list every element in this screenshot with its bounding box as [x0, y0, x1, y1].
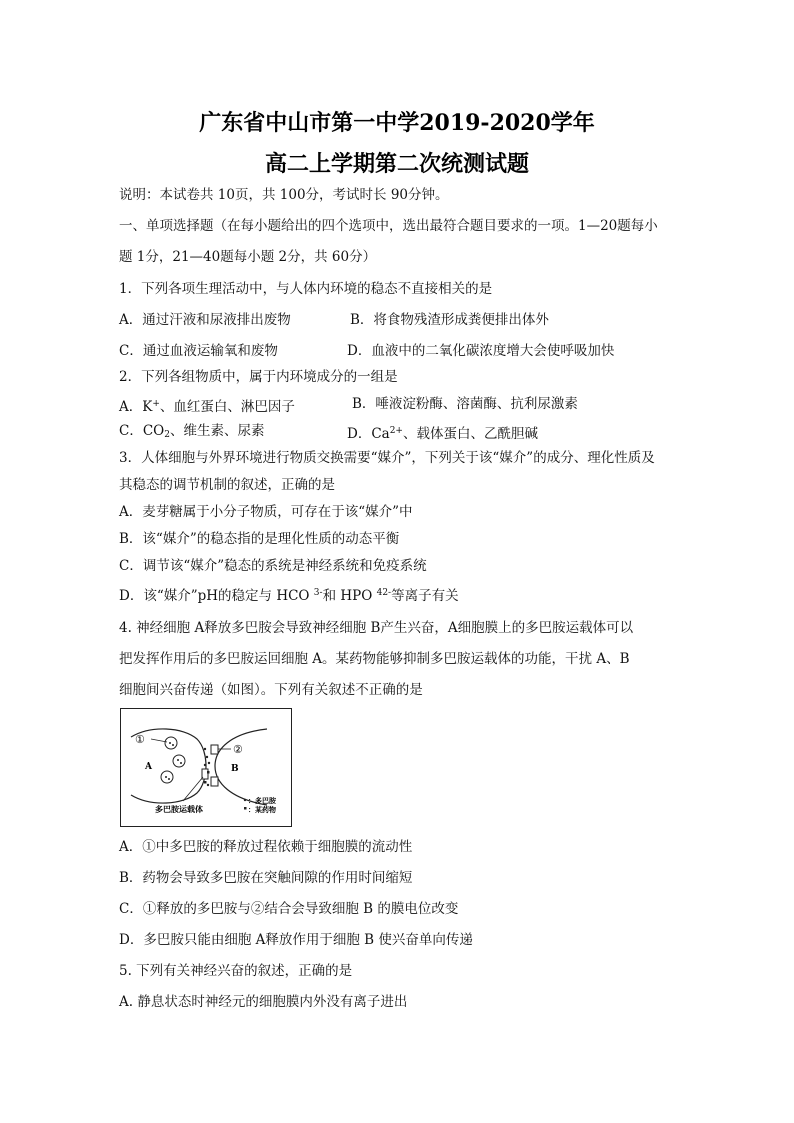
q3-option-b: B．该“媒介”的稳态指的是理化性质的动态平衡: [119, 531, 400, 547]
q4-option-d: D．多巴胺只能由细胞 A释放作用于细胞 B 使兴奋单向传递: [119, 932, 473, 948]
q2-option-b: B．唾液淀粉酶、溶菌酶、抗利尿激素: [352, 396, 578, 412]
receptor: [211, 777, 218, 786]
q4-stem-line-3: 细胞间兴奋传递（如图）。下列有关叙述不正确的是: [119, 682, 423, 698]
q5-option-a: A. 静息状态时神经元的细胞膜内外没有离子进出: [119, 994, 408, 1010]
q1-option-c: C．通过血液运输氧和废物: [119, 343, 278, 359]
title-line-1: 广东省中山市第一中学2019-2020学年: [199, 110, 595, 136]
q2-stem: 2．下列各组物质中，属于内环境成分的一组是: [119, 369, 398, 385]
q4-option-b: B．药物会导致多巴胺在突触间隙的作用时间缩短: [119, 870, 413, 886]
q5-stem: 5. 下列有关神经兴奋的叙述，正确的是: [119, 963, 353, 979]
q4-stem-line-1: 4. 神经细胞 A释放多巴胺会导致神经细胞 B产生兴奋，A细胞膜上的多巴胺运载体可以: [119, 620, 634, 636]
dopamine-molecule: [204, 748, 206, 750]
q4-option-c: C．①释放的多巴胺与②结合会导致细胞 B 的膜电位改变: [119, 901, 459, 917]
q1-stem: 1．下列各项生理活动中，与人体内环境的稳态不直接相关的是: [119, 281, 493, 297]
label-a: A: [145, 762, 152, 772]
q3-option-d: D．该“媒介”pH的稳定与 HCO $^{3-}$和 HPO $^{42-}$等离子有关: [119, 588, 459, 604]
vesicle: [173, 755, 185, 767]
legend-drug: ：某药物: [248, 806, 276, 814]
exam-instructions: 说明：本试卷共 10页，共 100分，考试时长 90分钟。: [119, 187, 449, 203]
q2-option-a: A．K+、血红蛋白、淋巴因子: [119, 399, 295, 415]
legend-dopamine: ：多巴胺: [248, 797, 276, 805]
q4-option-a: A．①中多巴胺的释放过程依赖于细胞膜的流动性: [119, 839, 413, 855]
section-heading-line-2: 题 1分，21—40题每小题 2分，共 60分）: [119, 249, 377, 265]
label-transporter: 多巴胺运载体: [155, 805, 203, 814]
q3-option-a: A．麦芽糖属于小分子物质，可存在于该“媒介”中: [119, 504, 413, 520]
q2-option-c: C．$CO_2$、维生素、尿素: [119, 423, 265, 440]
receptor: [211, 745, 218, 754]
neuron-b-membrane: [215, 729, 267, 805]
synapse-figure: [120, 708, 292, 827]
label-b: B: [231, 764, 239, 774]
q1-option-a: A．通过汗液和尿液排出废物: [119, 312, 291, 328]
q2-option-d: D．$Ca^{2+}$、载体蛋白、乙酰胆碱: [347, 426, 538, 442]
q3-option-c: C．调节该“媒介”稳态的系统是神经系统和免疫系统: [119, 558, 427, 574]
title-line-2: 高二上学期第二次统测试题: [264, 151, 529, 177]
q4-stem-line-2: 把发挥作用后的多巴胺运回细胞 A。某药物能够抑制多巴胺运载体的功能，干扰 A、B: [119, 651, 630, 667]
q1-option-d: D．血液中的二氧化碳浓度增大会使呼吸加快: [347, 343, 615, 359]
synapse-diagram: [121, 709, 291, 826]
label-2: ②: [233, 743, 243, 756]
q3-stem-line-2: 其稳态的调节机制的叙述，正确的是: [119, 477, 335, 493]
q3-stem-line-1: 3．人体细胞与外界环境进行物质交换需要“媒介”，下列关于该“媒介”的成分、理化性质及: [119, 450, 655, 466]
q1-option-b: B．将食物残渣形成粪便排出体外: [350, 312, 549, 328]
drug-molecule: [207, 771, 210, 774]
label-1: ①: [135, 733, 145, 746]
section-heading-line-1: 一、单项选择题（在每小题给出的四个选项中，选出最符合题目要求的一项。1—20题每小: [119, 218, 658, 234]
